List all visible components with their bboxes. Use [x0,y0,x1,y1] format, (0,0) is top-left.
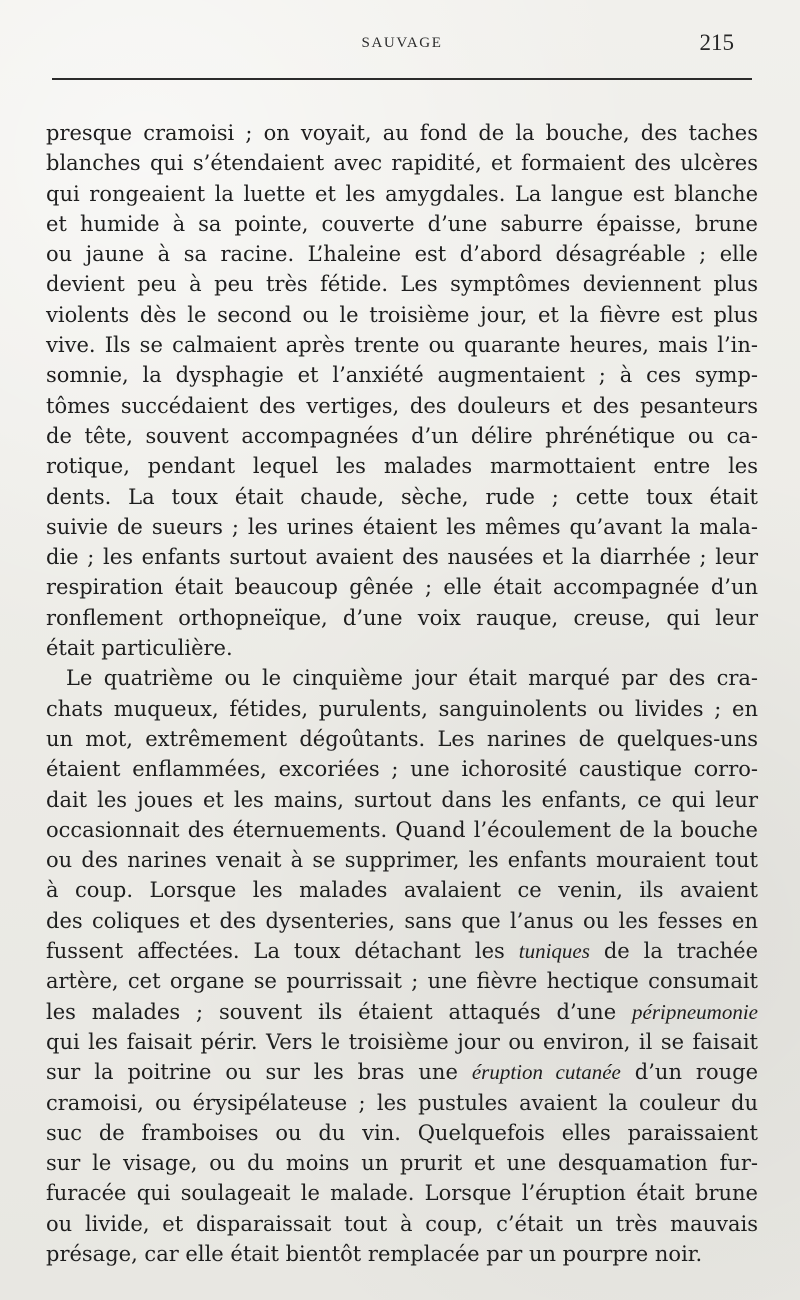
text-line: qui rongeaient la luette et les amygdales. La langue est blanche [46,181,758,206]
line-fragment: de la trachée [589,939,758,964]
text-line: artère, cet organe se pourrissait ; une fièvre hectique consumait [46,969,758,994]
text-line: rotique, pendant lequel les malades marmottaient entre les [46,454,758,479]
line-fragment: sur la poitrine ou sur les bras une [46,1060,472,1085]
text-line: presque cramoisi ; on voyait, au fond de la bouche, des taches [46,121,758,145]
text-line: devient peu à peu très fétide. Les symptômes deviennent plus [46,272,758,297]
body-text [46,118,758,1278]
text-line: violents dès le second ou le troisième jour, et la fièvre est plus [46,302,758,327]
text-line: qui les faisait périr. Vers le troisième jour ou environ, il se faisait [46,1029,758,1054]
text-line: occasionnait des éternuements. Quand l’écoulement de la bouche [46,817,758,842]
text-line: étaient enflammées, excoriées ; une ichorosité caustique corro- [46,757,758,782]
page-number: 215 [699,30,734,55]
text-line: ou livide, et disparaissait tout à coup, c’était un très mauvais [46,1211,758,1236]
text-line: dents. La toux était chaude, sèche, rude ; cette toux était [46,484,758,509]
text-line: à coup. Lorsque les malades avalaient ce venin, ils avaient [46,878,758,903]
paragraph-start-line: Le quatrième ou le cinquième jour était marqué par des cra- [66,666,758,691]
line-fragment: d’un rouge [620,1060,758,1085]
italic-term: éruption cutanée [471,1060,621,1085]
line-fragment: les malades ; souvent ils étaient attaqués d’une [46,999,633,1024]
text-line: somnie, la dysphagie et l’anxiété augmentaient ; à ces symp- [46,363,758,388]
line-fragment: fussent affectées. La toux détachant les [46,939,519,964]
mixed-italic-line [46,1057,758,1087]
italic-term: péripneumonie [632,999,758,1024]
text-line: chats muqueux, fétides, purulents, sanguinolents ou livides ; en [46,696,758,721]
running-head: SAUVAGE [361,35,443,51]
text-line: ronflement orthopneïque, d’une voix rauque, creuse, qui leur [46,605,758,630]
text-line: furacée qui soulageait le malade. Lorsque l’éruption était brune [46,1181,758,1206]
mixed-italic-line [46,936,758,966]
text-line: blanches qui s’étendaient avec rapidité, et formaient des ulcères [46,151,758,176]
text-line: un mot, extrêmement dégoûtants. Les narines de quelques-uns [46,726,758,751]
text-line: vive. Ils se calmaient après trente ou quarante heures, mais l’in- [46,333,758,358]
text-line: sur le visage, ou du moins un prurit et une desquamation fur- [46,1151,758,1176]
text-line: des coliques et des dysenteries, sans que l’anus ou les fesses en [46,908,758,933]
text-line: et humide à sa pointe, couverte d’une saburre épaisse, brune [46,211,758,236]
text-line: ou jaune à sa racine. L’haleine est d’abord désagréable ; elle [46,242,758,267]
text-line: dait les joues et les mains, surtout dans les enfants, ce qui leur [46,787,758,812]
italic-term: tuniques [518,939,590,964]
text-line: suc de framboises ou du vin. Quelquefois elles paraissaient [46,1120,758,1145]
text-line: tômes succédaient des vertiges, des douleurs et des pesanteurs [46,393,758,418]
paragraph-end-line: était particulière. [46,636,233,661]
mixed-italic-line [46,997,758,1027]
text-line: cramoisi, ou érysipélateuse ; les pustules avaient la couleur du [46,1090,758,1115]
header-rule [52,78,752,80]
text-line: die ; les enfants surtout avaient des nausées et la diarrhée ; leur [46,545,758,570]
page-header [52,31,752,79]
paragraph-end-line: présage, car elle était bientôt remplacée par un pourpre noir. [46,1241,703,1266]
text-line: respiration était beaucoup gênée ; elle était accompagnée d’un [46,575,758,600]
text-line: de tête, souvent accompagnées d’un délire phrénétique ou ca- [46,423,758,448]
text-line: suivie de sueurs ; les urines étaient les mêmes qu’avant la mala- [46,514,758,539]
text-line: ou des narines venait à se supprimer, les enfants mouraient tout [46,848,758,873]
